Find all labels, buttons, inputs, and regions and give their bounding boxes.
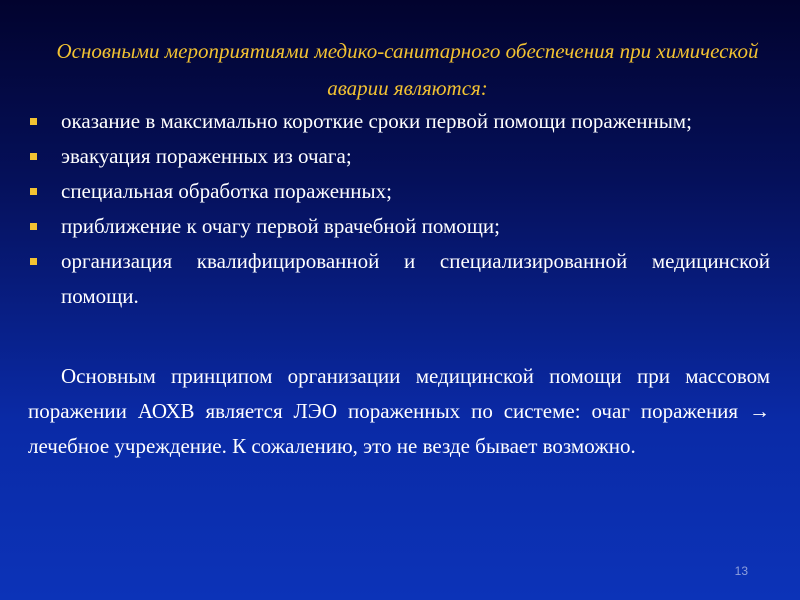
slide-heading: Основными мероприятиями медико-санитарного обеспечения при химической аварии являются:: [56, 39, 759, 100]
bullet-text: оказание в максимально короткие сроки первой помощи пораженным;: [61, 109, 692, 133]
bullet-text: специальная обработка пораженных;: [61, 179, 392, 203]
square-bullet-icon: [30, 223, 37, 230]
bullet-text: приближение к очагу первой врачебной помощи;: [61, 214, 500, 238]
square-bullet-icon: [30, 258, 37, 265]
bullet-list: [28, 104, 770, 314]
list-item: [28, 174, 770, 209]
list-item: [28, 104, 770, 139]
list-item: [28, 209, 770, 244]
square-bullet-icon: [30, 188, 37, 195]
square-bullet-icon: [30, 153, 37, 160]
list-item: [28, 244, 770, 314]
bullet-text: эвакуация пораженных из очага;: [61, 144, 352, 168]
list-item: [28, 139, 770, 174]
body-paragraph: Основным принципом организации медицинской помощи при массовом поражении АОХВ является ЛЭО пораженных по системе: очаг поражения → лечебное учреждение. К сожалению, это не везде бывает возможно.: [28, 364, 770, 458]
square-bullet-icon: [30, 118, 37, 125]
bullet-text: организация квалифицированной и специализированной медицинской помощи.: [61, 249, 770, 308]
page-number: 13: [734, 564, 748, 578]
